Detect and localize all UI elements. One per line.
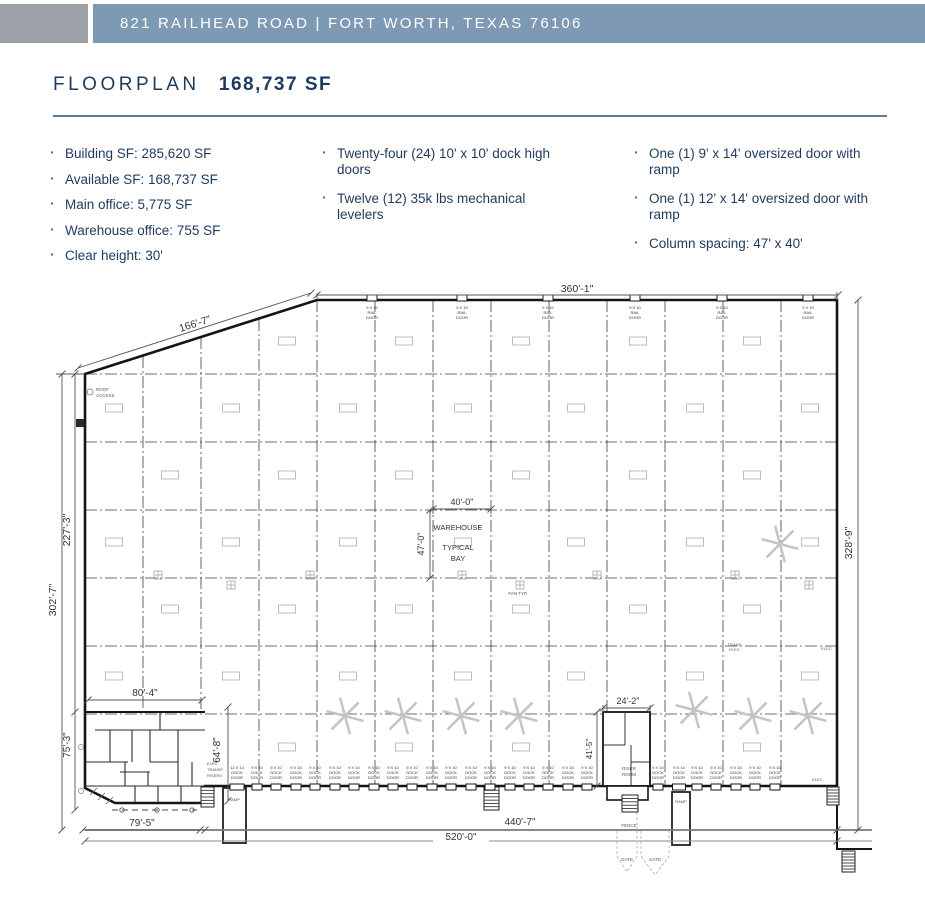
dock-door-label: 9 X 10: [309, 765, 321, 770]
bullet-item: · Building SF: 285,620 SF: [50, 146, 320, 162]
elec-dock-label: ELEC.: [812, 777, 824, 782]
dock-door-label: DOOR: [309, 775, 321, 780]
dock-door-label: DOOR: [406, 775, 418, 780]
typical-label: TYPICAL: [442, 543, 474, 552]
dock-door-label: 9 X 10: [562, 765, 574, 770]
dock-door: [466, 784, 476, 790]
dock-door: [252, 784, 262, 790]
dim-riser-w: 24'-2": [616, 696, 640, 706]
dock-door: [692, 784, 702, 790]
door-symbol-2: [79, 789, 84, 794]
dock-door-label: DOOR: [673, 775, 685, 780]
dock-door: [330, 784, 340, 790]
rail-door: [543, 295, 553, 301]
dock-door-label: DOOR: [562, 775, 574, 780]
rail-door: [717, 295, 727, 301]
address-text: 821 RAILHEAD ROAD | FORT WORTH, TEXAS 76106: [120, 15, 583, 32]
dock-door-label: DOCK: [504, 770, 516, 775]
rail-door-label: DOOR: [542, 315, 554, 320]
dock-door-label: DOCK: [348, 770, 360, 775]
bullet-item: · Clear height: 30': [50, 248, 320, 264]
dock-door-label: 9 X 10: [465, 765, 477, 770]
dock-door-label: 9 X 10: [652, 765, 664, 770]
dock-door: [349, 784, 359, 790]
riser-room-label-2: ROOM: [622, 772, 636, 777]
bullet-item: · Twelve (12) 35k lbs mechanical levelers: [322, 191, 572, 222]
dock-door-label: DOOR: [730, 775, 742, 780]
bullet-item: · Warehouse office: 755 SF: [50, 223, 320, 239]
dock-door: [388, 784, 398, 790]
dock-door-label: DOOR: [749, 775, 761, 780]
dock-door-label: DOOR: [652, 775, 664, 780]
warehouse-label: WAREHOUSE: [433, 523, 483, 532]
dock-door-label: 9 X 10: [445, 765, 457, 770]
dock-door-label: DOCK: [710, 770, 722, 775]
riser-room: [603, 712, 650, 800]
dock-door-label: 9 X 10: [484, 765, 496, 770]
dim-left-lower: 75'-3": [62, 732, 73, 758]
rail-door: [630, 295, 640, 301]
dock-door-label: DOCK: [542, 770, 554, 775]
bullet-item: · One (1) 9' x 14' oversized door with ramp: [634, 146, 879, 177]
rail-door-label: DOOR: [716, 315, 728, 320]
dock-door: [770, 784, 780, 790]
dock-door-label: DOCK: [730, 770, 742, 775]
dock-door-label: DOOR: [329, 775, 341, 780]
dock-door-label: DOOR: [290, 775, 302, 780]
rail-door: [367, 295, 377, 301]
dim-bay-w: 40'-0": [450, 497, 474, 507]
dim-office-bottom: 79'-5": [129, 818, 155, 829]
gate-left-label: GATE: [621, 857, 633, 862]
dock-door-label: 9 X 10: [581, 765, 593, 770]
dock-door-label: DOOR: [231, 775, 243, 780]
dock-door-label: DOCK: [484, 770, 496, 775]
dock-door-label: DOOR: [368, 775, 380, 780]
trans-elec-label-2: ELEC.: [729, 647, 741, 652]
bullet-item: · Column spacing: 47' x 40': [634, 236, 879, 252]
office-util-label-1: ELEC.: [207, 761, 219, 766]
dock-door: [427, 784, 437, 790]
dimension-arrow-ticks: [59, 290, 862, 845]
dock-door-label: DOCK: [562, 770, 574, 775]
dock-door-label: DOOR: [251, 775, 263, 780]
dock-door-label: 9 X 10: [542, 765, 554, 770]
dock-door: [310, 784, 320, 790]
dock-door-label: DOCK: [445, 770, 457, 775]
dim-dock-run: 440'-7": [504, 817, 536, 828]
dock-door-label: DOCK: [290, 770, 302, 775]
dim-left-total: 302'-7": [47, 583, 59, 617]
dock-door-label: 9 X 10: [504, 765, 516, 770]
dock-door-label: 12 X 14: [230, 765, 244, 770]
dock-door-label: 9 X 10: [426, 765, 438, 770]
rail-door-label: DOOR: [802, 315, 814, 320]
office-util-label-3: RISERS: [207, 773, 222, 778]
rail-door-label: DOOR: [456, 315, 468, 320]
dock-door-label: DOOR: [581, 775, 593, 780]
dock-door-label: DOCK: [465, 770, 477, 775]
dock-door-label: DOCK: [406, 770, 418, 775]
dock-door-label: DOCK: [426, 770, 438, 775]
dock-door: [582, 784, 592, 790]
dock-door-label: DOCK: [581, 770, 593, 775]
dim-bay-h: 47'-0": [416, 532, 426, 556]
dock-door-label: DOOR: [387, 775, 399, 780]
dim-top: 360'-1": [560, 283, 594, 295]
rail-door: [457, 295, 467, 301]
rail-door-label: 9 X 10: [716, 305, 728, 310]
dock-door: [673, 784, 686, 790]
dock-door-label: DOOR: [542, 775, 554, 780]
dock-door-label: DOOR: [710, 775, 722, 780]
dock-door: [230, 784, 244, 790]
dim-office-top: 80'-4": [132, 688, 158, 699]
dock-door-label: DOOR: [465, 775, 477, 780]
dock-door-label: 9 X 10: [329, 765, 341, 770]
dock-door-label: DOCK: [387, 770, 399, 775]
rail-door-label: DOOR: [366, 315, 378, 320]
door-symbol-1: [79, 745, 84, 750]
trans-elec-label-1: TRANS.: [727, 642, 743, 647]
rail-door-label: RAIL: [630, 310, 640, 315]
dock-door-label: DOCK: [691, 770, 703, 775]
dock-door-label: DOCK: [769, 770, 781, 775]
roof-fans: [327, 526, 827, 735]
rail-door-label: DOOR: [629, 315, 641, 320]
rail-door-label: RAIL: [367, 310, 377, 315]
dock-doors: [230, 765, 782, 790]
dock-door-label: DOOR: [504, 775, 516, 780]
dock-door-label: 9 X 10: [523, 765, 535, 770]
dock-door: [291, 784, 301, 790]
dock-door-label: 9 X 10: [387, 765, 399, 770]
dim-right: 328'-9": [843, 526, 855, 560]
dock-door-label: 9 X 10: [348, 765, 360, 770]
dock-door-label: DOOR: [484, 775, 496, 780]
dock-door-label: 9 X 10: [270, 765, 282, 770]
bullet-item: · Available SF: 168,737 SF: [50, 172, 320, 188]
fan-typ-label: FAN TYP.: [508, 591, 528, 596]
dock-door: [563, 784, 573, 790]
fence-label: FENCE: [621, 823, 637, 828]
dock-door-label: DOOR: [348, 775, 360, 780]
dock-door: [485, 784, 495, 790]
rail-door-label: RAIL: [457, 310, 467, 315]
rail-door-label: RAIL: [543, 310, 553, 315]
dock-door-label: DOCK: [329, 770, 341, 775]
bullet-item: · Main office: 5,775 SF: [50, 197, 320, 213]
rail-door-label: 9 X 10: [456, 305, 468, 310]
rail-door: [803, 295, 813, 301]
dock-door-label: 9 X 10: [368, 765, 380, 770]
gate-right-label: GATE: [649, 857, 661, 862]
dock-door-label: 9 X 10: [769, 765, 781, 770]
bullet-item: · One (1) 12' x 14' oversized door with ramp: [634, 191, 879, 222]
dock-door-label: DOCK: [309, 770, 321, 775]
dock-door-label: 9 X 10: [290, 765, 302, 770]
dock-door-label: DOCK: [652, 770, 664, 775]
bullet-item: · Twenty-four (24) 10' x 10' dock high doors: [322, 146, 572, 177]
dim-slant: 166'-7": [177, 313, 213, 335]
small-fans: [154, 571, 813, 589]
dock-door-label: DOCK: [368, 770, 380, 775]
dock-door: [446, 784, 456, 790]
rail-door-label: 9 X 10: [542, 305, 554, 310]
dock-door: [369, 784, 379, 790]
dock-door-label: 9 X 10: [251, 765, 263, 770]
dim-office-right: 64'-8": [212, 737, 223, 763]
dim-riser-h: 41'-5": [585, 738, 594, 760]
dim-bottom-total: 520'-0": [445, 832, 477, 843]
dock-door-label: DOCK: [251, 770, 263, 775]
rail-door-label: RAIL: [803, 310, 813, 315]
office-area-walls: [85, 712, 205, 803]
dim-left-upper: 227'-3": [61, 513, 73, 547]
dock-door: [543, 784, 553, 790]
dock-door-label: 9 X 10: [406, 765, 418, 770]
elec-right-label: ELEC.: [821, 646, 833, 651]
office-util-label-2: TRANSF.: [207, 767, 224, 772]
dock-door-label: DOCK: [749, 770, 761, 775]
roof-access-label-1: ROOF: [96, 387, 109, 392]
dock-door-label: 9 X 10: [691, 765, 703, 770]
dock-door-label: DOCK: [231, 770, 243, 775]
dock-door-label: DOCK: [270, 770, 282, 775]
rail-door-label: 9 X 10: [366, 305, 378, 310]
ramp-right-label: RAMP: [675, 799, 687, 804]
dock-door: [653, 784, 663, 790]
gate-swing-left: [617, 831, 637, 872]
dock-door: [524, 784, 534, 790]
dock-door: [711, 784, 721, 790]
dimension-labels: [47, 283, 855, 843]
dock-door-label: DOOR: [691, 775, 703, 780]
dock-door-label: DOOR: [769, 775, 781, 780]
bay-label: BAY: [450, 554, 466, 563]
dock-door-label: 9 X 10: [749, 765, 761, 770]
roof-access-hatch: [87, 389, 93, 395]
dock-door-label: 9 X 14: [673, 765, 685, 770]
available-sf: 168,737 SF: [218, 74, 333, 95]
dock-door-label: DOOR: [270, 775, 282, 780]
floorplan-label: FLOORPLAN: [53, 74, 200, 95]
dock-door-label: DOOR: [445, 775, 457, 780]
riser-room-label-1: RISER: [622, 766, 636, 771]
rail-door-label: RAIL: [717, 310, 727, 315]
dock-door-label: DOCK: [673, 770, 685, 775]
ramp-left-label: RAMP: [228, 797, 240, 802]
dock-door: [407, 784, 417, 790]
wall-utility-box: [76, 419, 84, 427]
dock-door: [750, 784, 760, 790]
dock-door-label: 9 X 10: [710, 765, 722, 770]
gate-swing-right: [641, 831, 669, 875]
bottom-right-step: [837, 786, 872, 849]
rail-door-label: 9 X 10: [629, 305, 641, 310]
dock-door-label: DOCK: [523, 770, 535, 775]
dock-door: [731, 784, 741, 790]
roof-access-label-2: ACCESS: [96, 393, 115, 398]
dock-door-label: DOOR: [426, 775, 438, 780]
dock-door: [271, 784, 281, 790]
dock-door-label: 9 X 10: [730, 765, 742, 770]
dock-door-label: DOOR: [523, 775, 535, 780]
rail-door-label: 9 X 10: [802, 305, 814, 310]
dock-door: [505, 784, 515, 790]
